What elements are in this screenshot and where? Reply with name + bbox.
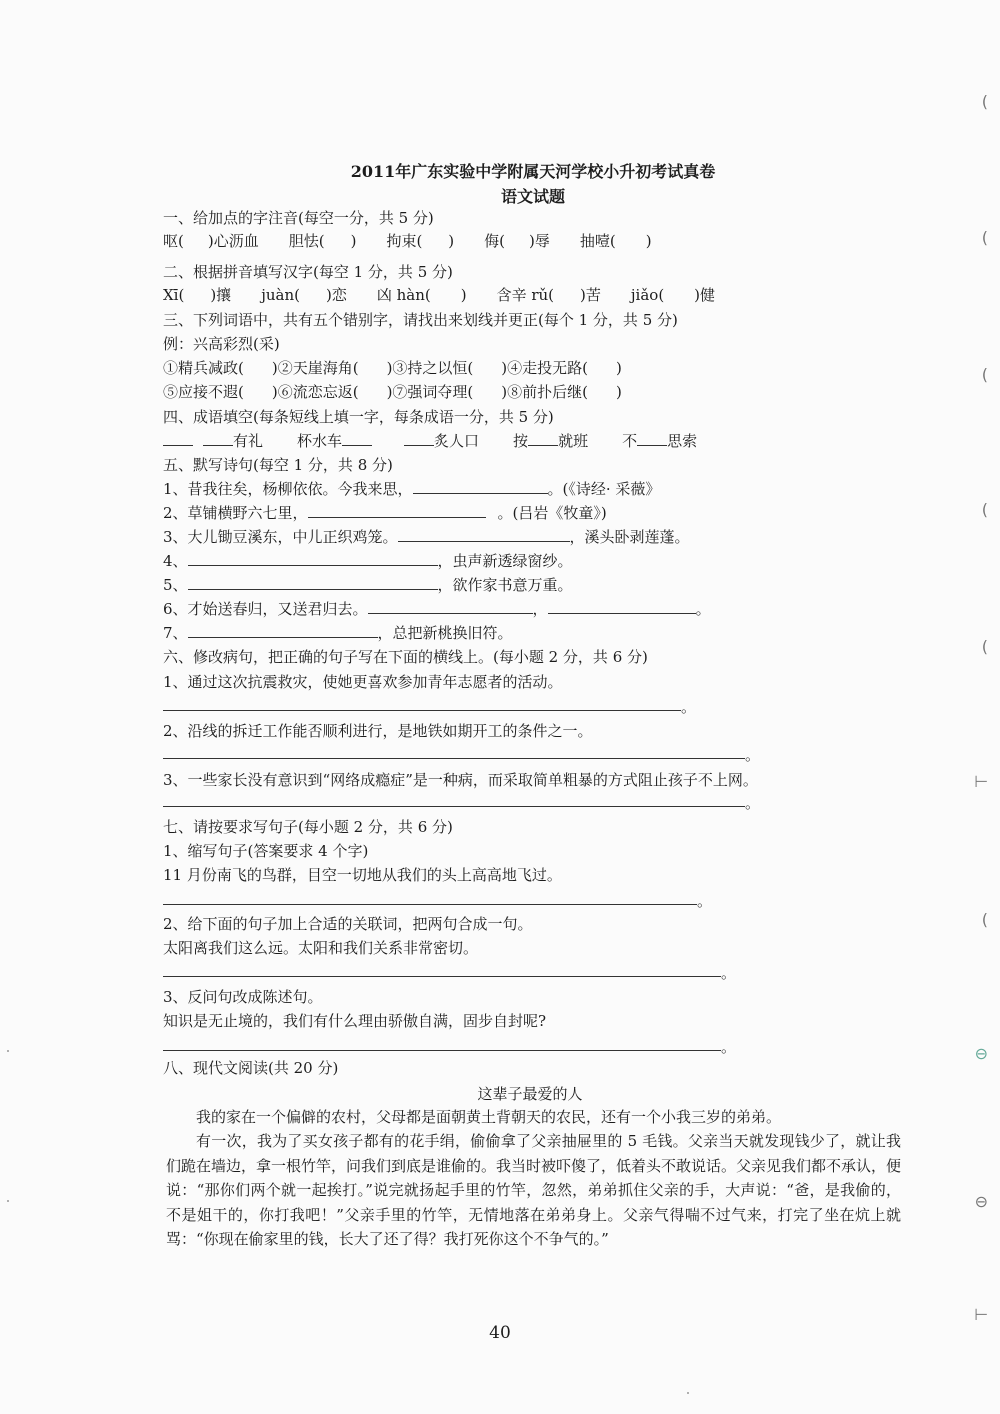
section-4-idioms: 有礼 杯水车 炙人口 按 就班 不 思索: [163, 431, 697, 451]
answer-period: 。: [721, 1038, 737, 1056]
binding-hole-mark: ⊢: [974, 772, 988, 791]
answer-line[interactable]: [163, 1050, 721, 1051]
section-3-example: 例：兴高彩烈(采): [163, 335, 280, 353]
binding-hole-mark: (: [981, 92, 988, 111]
answer-line[interactable]: [163, 758, 745, 759]
section-3-row-2: ⑤应接不遐( )⑥流恋忘返( )⑦强词夺理( )⑧前扑后继( ): [163, 383, 622, 401]
rewrite-2-instruction: 2、给下面的句子加上合适的关联词，把两句合成一句。: [163, 915, 533, 933]
answer-period: 。: [681, 698, 697, 716]
section-6-heading: 六、修改病句，把正确的句子写在下面的横线上。(每小题 2 分，共 6 分): [163, 648, 648, 666]
section-2-items: Xī( )攘 juàn( )恋 凶 hàn( ) 含辛 rǔ( )苦 jiǎo( )健: [163, 286, 716, 304]
binding-hole-mark: (: [981, 637, 988, 656]
poem-line-3: 3、大儿锄豆溪东，中儿正织鸡笼。 ，溪头卧剥莲蓬。: [163, 528, 690, 546]
poem-line-2: 2、草铺横野六七里， 。(吕岩《牧童》): [163, 504, 607, 522]
section-3-row-1: ①精兵减政( )②天崖海角( )③持之以恒( )④走投无路( ): [163, 359, 622, 377]
section-2-heading: 二、根据拼音填写汉字(每空 1 分，共 5 分): [163, 263, 453, 281]
poem-line-1: 1、昔我往矣，杨柳依依。今我来思， 。(《诗经· 采薇》: [163, 480, 661, 498]
rewrite-1-sentence: 11 月份南飞的鸟群，目空一切地从我们的头上高高地飞过。: [163, 866, 562, 884]
answer-period: 。: [697, 892, 713, 910]
binding-hole-mark: (: [981, 365, 988, 384]
answer-period: 。: [745, 794, 761, 812]
answer-line[interactable]: [163, 806, 745, 807]
rewrite-3-instruction: 3、反问句改成陈述句。: [163, 988, 323, 1006]
poem-line-6: 6、才始送春归，又送君归去。 ， 。: [163, 600, 711, 618]
section-4-heading: 四、成语填空(每条短线上填一字，每条成语一分，共 5 分): [163, 408, 554, 426]
binding-hole-mark: (: [981, 228, 988, 247]
poem-line-7: 7、 ，总把新桃换旧符。: [163, 624, 513, 642]
answer-line[interactable]: [163, 710, 681, 711]
exam-title: 2011年广东实验中学附属天河学校小升初考试真卷: [350, 162, 716, 181]
sentence-fix-1: 1、通过这次抗震救灾，使她更喜欢参加青年志愿者的活动。: [163, 673, 563, 691]
sentence-fix-2: 2、沿线的拆迁工作能否顺利进行，是地铁如期开工的条件之一。: [163, 722, 593, 740]
poem-line-4: 4、 ，虫声新透绿窗纱。: [163, 552, 573, 570]
rewrite-2-sentence: 太阳离我们这么远。太阳和我们关系非常密切。: [163, 939, 479, 957]
answer-period: 。: [721, 964, 737, 982]
answer-line[interactable]: [163, 976, 721, 977]
poem-line-5: 5、 ，欲作家书意万重。: [163, 576, 573, 594]
binding-hole-mark: ⊖: [974, 1192, 988, 1211]
answer-line[interactable]: [163, 904, 697, 905]
binding-hole-mark: ⊢: [974, 1305, 988, 1324]
reading-title: 这辈子最爱的人: [477, 1085, 583, 1103]
reading-paragraph-1: 我的家在一个偏僻的农村，父母都是面朝黄土背朝天的农民，还有一个小我三岁的弟弟。: [196, 1108, 782, 1126]
section-3-heading: 三、下列词语中，共有五个错别字，请找出来划线并更正(每个 1 分，共 5 分): [163, 311, 678, 329]
section-1-heading: 一、给加点的字注音(每空一分，共 5 分): [163, 209, 434, 227]
section-1-items: 呕( )心沥血 胆怯( ) 拘束( ) 侮( )辱 抽噎( ): [163, 232, 652, 250]
page-number: 40: [489, 1323, 511, 1343]
section-8-heading: 八、现代文阅读(共 20 分): [163, 1059, 339, 1077]
section-7-heading: 七、请按要求写句子(每小题 2 分，共 6 分): [163, 818, 453, 836]
binding-hole-mark: (: [981, 910, 988, 929]
answer-period: 。: [745, 746, 761, 764]
section-5-heading: 五、默写诗句(每空 1 分，共 8 分): [163, 456, 393, 474]
binding-hole-mark: (: [981, 500, 988, 519]
sentence-fix-3: 3、一些家长没有意识到“网络成瘾症”是一种病，而采取简单粗暴的方式阻止孩子不上网。: [163, 771, 758, 789]
binding-hole-mark: ⊖: [974, 1044, 988, 1063]
rewrite-1-instruction: 1、缩写句子(答案要求 4 个字): [163, 842, 369, 860]
reading-paragraph-2: 有一次，我为了买女孩子都有的花手绢，偷偷拿了父亲抽屉里的 5 毛钱。父亲当天就发现钱少了，就让我们跪在墙边，拿一根竹竿，问我们到底是谁偷的。我当时被吓傻了，低着头不敢说话。父亲见我们都不承认，便说：“那你们两个就一起挨打。”说完就扬起手里的竹竿，忽然，弟弟抓住父亲的手，大声说：“爸，是我偷的，不是姐干的，你打我吧！”父亲手里的竹竿，无情地落在弟弟身上。父亲气得喘不过气来，打完了坐在炕上就骂：“你现在偷家里的钱，长大了还了得？我打死你这个不争气的。”: [166, 1132, 902, 1249]
rewrite-3-sentence: 知识是无止境的，我们有什么理由骄傲自满，固步自封呢?: [163, 1012, 547, 1030]
exam-subtitle: 语文试题: [500, 187, 565, 206]
